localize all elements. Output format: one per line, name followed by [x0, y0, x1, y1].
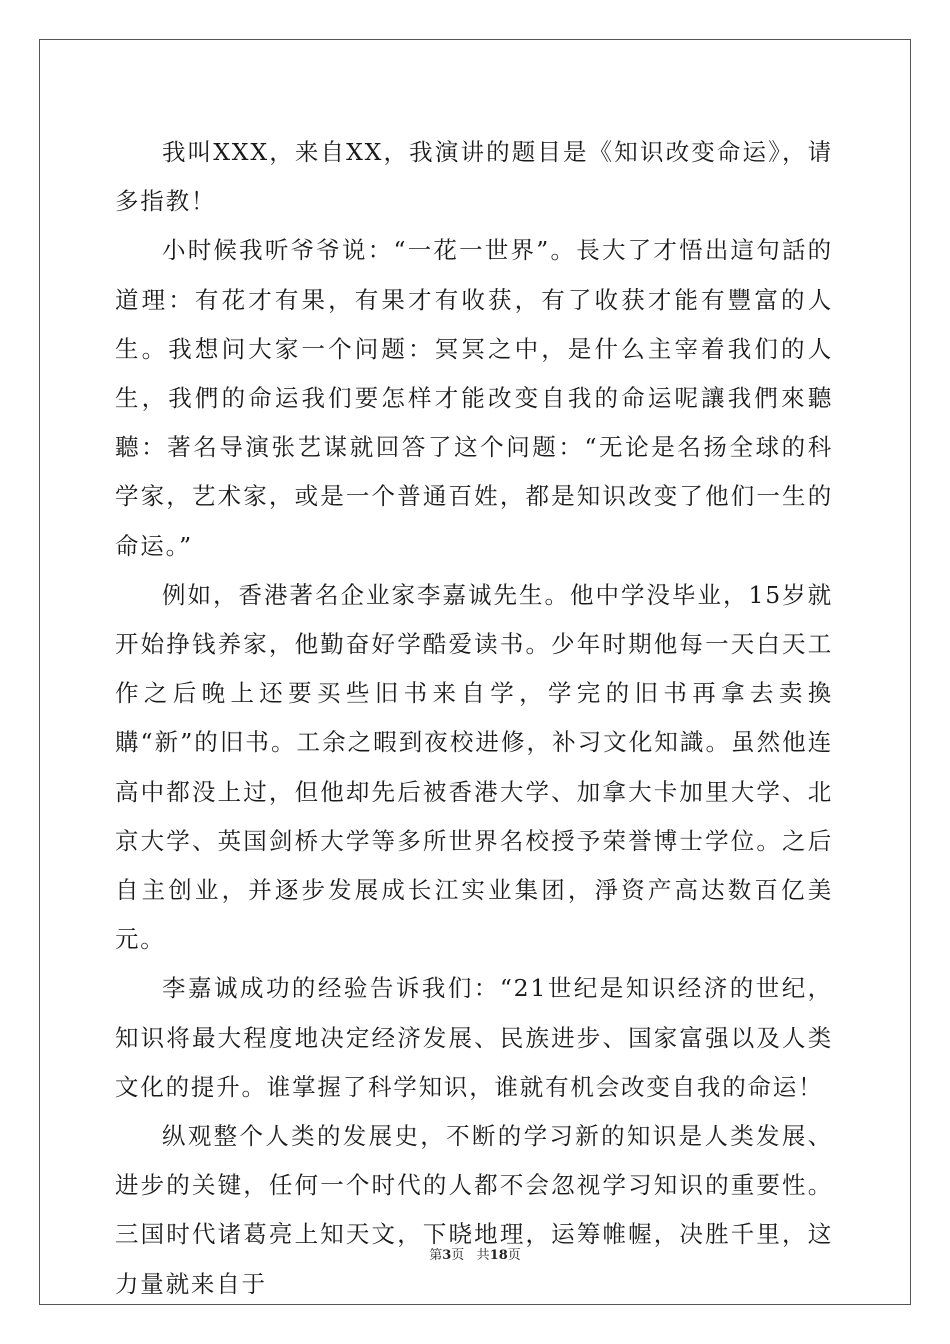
page-suffix: 页: [451, 1248, 465, 1263]
total-prefix: 共: [476, 1248, 490, 1263]
paragraph-intro: 我叫XXX，来自XX，我演讲的题目是《知识改变命运》，请多指教！: [115, 138, 833, 216]
paragraph-knowledge-economy: 李嘉诚成功的经验告诉我们：“21世纪是知识经济的世纪，知识将最大程度地决定经济发展、民族进步、国家富强以及人类文化的提升。谁掌握了科学知识，谁就有机会改变自我的命运！: [115, 974, 833, 1101]
total-suffix: 页: [507, 1248, 521, 1263]
page-prefix: 第: [429, 1248, 443, 1263]
paragraph-li-ka-shing: 例如，香港著名企业家李嘉诚先生。他中学没毕业，15岁就开始挣钱养家，他勤奋好学酷爱读书。少年时期他每一天白天工作之后晚上还要买些旧书来自学，学完的旧书再拿去卖換購“新”的旧书。工余之暇到夜校进修，补习文化知識。虽然他连高中都没上过，但他却先后被香港大学、加拿大卡加里大学、北京大学、英国剑桥大学等多所世界名校授予荣誉博士学位。之后自主创业，并逐步发展成长江实业集团，淨资产高达数百亿美元。: [115, 580, 833, 954]
page-footer: [0, 1246, 950, 1266]
paragraph-grandfather: 小时候我听爷爷说：“一花一世界”。長大了才悟出這句話的道理：有花才有果，有果才有收获，有了收获才能有豐富的人生。我想问大家一个问题：冥冥之中，是什么主宰着我们的人生，我們的命运我们要怎样才能改变自我的命运呢讓我們來聽聽：著名导演张艺谋就回答了这个问题：“无论是名扬全球的科学家，艺术家，或是一个普通百姓，都是知识改变了他们一生的命运。”: [115, 236, 833, 560]
paragraph-history: 纵观整个人类的发展史，不断的学习新的知识是人类发展、进步的关键，任何一个时代的人都不会忽视学习知识的重要性。三国时代诸葛亮上知天文，下晓地理，运筹帷幄，决胜千里，这力量就来自于: [115, 1122, 833, 1298]
page-number: 3: [442, 1248, 452, 1263]
document-body: [115, 128, 833, 1309]
total-pages: 18: [489, 1248, 508, 1263]
